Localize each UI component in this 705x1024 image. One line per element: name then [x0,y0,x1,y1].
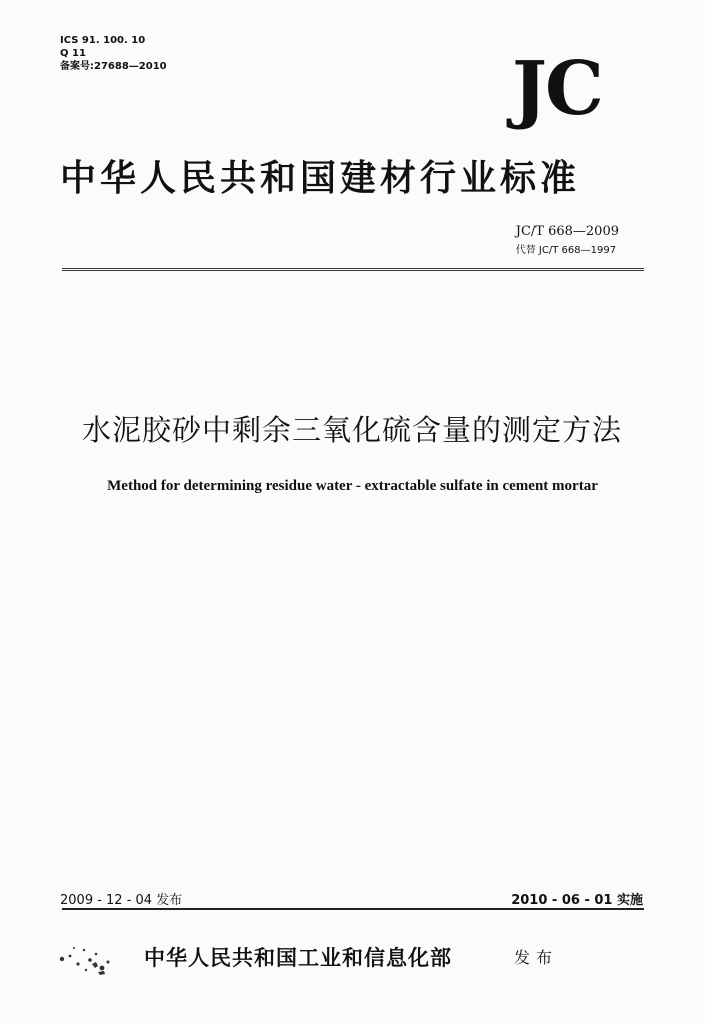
jc-logo: JC [512,46,602,132]
document-title-en: Method for determining residue water - extractable sulfate in cement mortar [107,478,598,494]
document-title-cn: 水泥胶砂中剩余三氧化硫含量的测定方法 [81,413,622,447]
publish-label: 发布 [514,948,559,967]
top-divider [62,268,644,271]
implementation-date: 2010 - 06 - 01 实施 [511,893,643,908]
classification-code: Q 11 [60,48,86,59]
standard-number: JC/T 668—2009 [515,224,619,239]
bottom-divider [62,908,644,910]
ics-code: ICS 91. 100. 10 [60,35,146,46]
metadata-block [60,34,167,73]
issue-date: 2009 - 12 - 04 发布 [60,893,183,908]
standard-number-block [516,224,619,256]
record-number: 备案号:27688—2010 [60,61,167,72]
publisher-name: 中华人民共和国工业和信息化部 [144,945,452,970]
ministry-emblem-icon [56,938,116,978]
standard-category-title: 中华人民共和国建材行业标准 [60,157,581,199]
replaces-standard: 代替 JC/T 668—1997 [515,245,617,256]
